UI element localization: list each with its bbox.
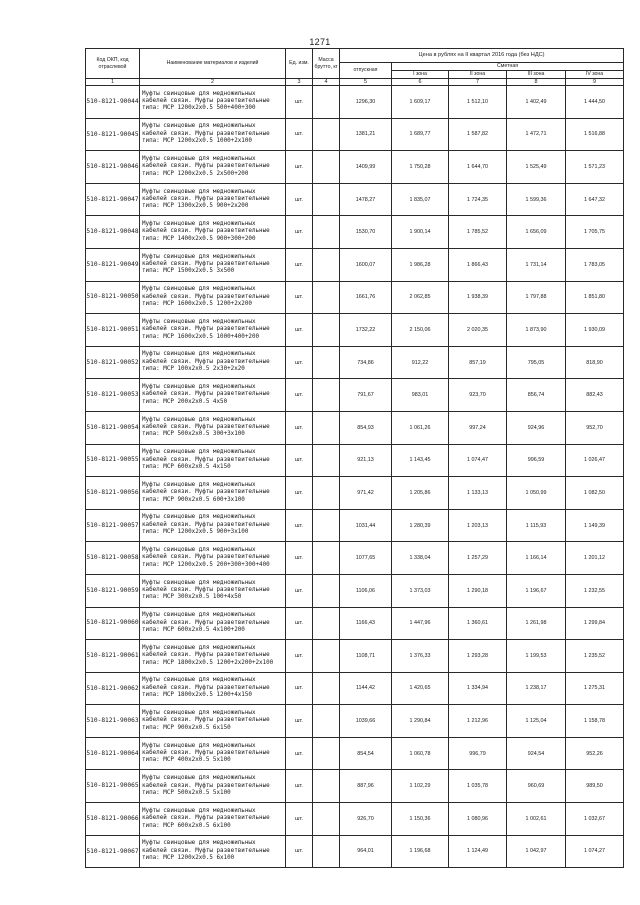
unit-cell: шт. (286, 314, 313, 347)
zone-4-price: 1 158,78 (566, 705, 624, 738)
product-name: Муфты свинцовые для медножильных кабелей связи. Муфты разветвительные типа: МСР 1500х2х0.5 3х500 (140, 248, 286, 281)
unit-cell: шт. (286, 411, 313, 444)
product-name: Муфты свинцовые для медножильных кабелей связи. Муфты разветвительные типа: МСР 400х2х0.5 5х100 (140, 737, 286, 770)
zone-4-price: 1 571,23 (566, 151, 624, 184)
table-row (86, 705, 624, 738)
zone-2-price: 1 212,96 (449, 705, 507, 738)
zone-2-price: 1 133,13 (449, 477, 507, 510)
column-number: 3 (286, 79, 313, 86)
zone-3-price: 1 525,49 (507, 151, 566, 184)
zone-2-price: 997,24 (449, 411, 507, 444)
zone-3-price: 924,54 (507, 737, 566, 770)
header-estimate: Сметная (392, 63, 624, 71)
release-price: 1077,65 (340, 542, 392, 575)
zone-1-price: 1 061,26 (392, 411, 449, 444)
zone-3-price: 1 873,90 (507, 314, 566, 347)
zone-1-price: 1 609,17 (392, 86, 449, 119)
mass-cell (313, 477, 340, 510)
zone-4-price: 1 275,31 (566, 672, 624, 705)
zone-4-price: 1 930,09 (566, 314, 624, 347)
mass-cell (313, 216, 340, 249)
mass-cell (313, 803, 340, 836)
zone-4-price: 1 082,50 (566, 477, 624, 510)
zone-2-price: 1 866,43 (449, 248, 507, 281)
product-code: 510-8121-90057 (86, 509, 140, 542)
zone-1-price: 1 689,77 (392, 118, 449, 151)
release-price: 1296,30 (340, 86, 392, 119)
table-row (86, 770, 624, 803)
zone-4-price: 818,90 (566, 346, 624, 379)
mass-cell (313, 379, 340, 412)
zone-3-price: 1 199,53 (507, 640, 566, 673)
zone-4-price: 989,50 (566, 770, 624, 803)
release-price: 1106,06 (340, 574, 392, 607)
release-price: 1600,07 (340, 248, 392, 281)
zone-1-price: 1 835,07 (392, 183, 449, 216)
product-name: Муфты свинцовые для медножильных кабелей связи. Муфты разветвительные типа: МСР 900х2х0.5 6х150 (140, 705, 286, 738)
zone-2-price: 1 512,10 (449, 86, 507, 119)
table-row (86, 248, 624, 281)
product-code: 510-8121-90049 (86, 248, 140, 281)
release-price: 964,01 (340, 835, 392, 868)
product-code: 510-8121-90046 (86, 151, 140, 184)
mass-cell (313, 672, 340, 705)
mass-cell (313, 314, 340, 347)
zone-1-price: 1 290,84 (392, 705, 449, 738)
release-price: 791,67 (340, 379, 392, 412)
product-name: Муфты свинцовые для медножильных кабелей связи. Муфты разветвительные типа: МСР 1200х2х0.5 2х500+200 (140, 151, 286, 184)
zone-3-price: 1 002,61 (507, 803, 566, 836)
mass-cell (313, 835, 340, 868)
unit-cell: шт. (286, 281, 313, 314)
zone-1-price: 983,01 (392, 379, 449, 412)
zone-4-price: 952,70 (566, 411, 624, 444)
zone-2-price: 1 293,28 (449, 640, 507, 673)
table-row (86, 803, 624, 836)
zone-3-price: 1 797,88 (507, 281, 566, 314)
table-row (86, 379, 624, 412)
zone-1-price: 1 420,65 (392, 672, 449, 705)
zone-2-price: 2 020,35 (449, 314, 507, 347)
zone-1-price: 2 062,85 (392, 281, 449, 314)
release-price: 1031,44 (340, 509, 392, 542)
zone-3-price: 924,96 (507, 411, 566, 444)
zone-2-price: 1 074,47 (449, 444, 507, 477)
mass-cell (313, 574, 340, 607)
zone-1-price: 1 143,45 (392, 444, 449, 477)
zone-4-price: 1 074,27 (566, 835, 624, 868)
product-code: 510-8121-90047 (86, 183, 140, 216)
zone-1-price: 1 102,29 (392, 770, 449, 803)
zone-1-price: 1 376,33 (392, 640, 449, 673)
unit-cell: шт. (286, 509, 313, 542)
table-row (86, 835, 624, 868)
unit-cell: шт. (286, 607, 313, 640)
table-row (86, 314, 624, 347)
release-price: 1144,42 (340, 672, 392, 705)
unit-cell: шт. (286, 118, 313, 151)
zone-3-price: 1 261,98 (507, 607, 566, 640)
zone-3-price: 1 042,97 (507, 835, 566, 868)
product-name: Муфты свинцовые для медножильных кабелей связи. Муфты разветвительные типа: МСР 1400х2х0.5 900+300+200 (140, 216, 286, 249)
product-code: 510-8121-90053 (86, 379, 140, 412)
table-row (86, 477, 624, 510)
zone-3-price: 1 196,67 (507, 574, 566, 607)
table-row (86, 86, 624, 119)
mass-cell (313, 86, 340, 119)
zone-3-price: 1 238,17 (507, 672, 566, 705)
zone-4-price: 1 783,05 (566, 248, 624, 281)
column-number: 1 (86, 79, 140, 86)
zone-2-price: 996,79 (449, 737, 507, 770)
product-code: 510-8121-90061 (86, 640, 140, 673)
product-name: Муфты свинцовые для медножильных кабелей связи. Муфты разветвительные типа: МСР 1200х2х0.5 1000+2х100 (140, 118, 286, 151)
zone-4-price: 882,43 (566, 379, 624, 412)
release-price: 1039,66 (340, 705, 392, 738)
zone-3-price: 795,05 (507, 346, 566, 379)
column-number: 7 (449, 79, 507, 86)
mass-cell (313, 509, 340, 542)
zone-3-price: 1 115,93 (507, 509, 566, 542)
unit-cell: шт. (286, 183, 313, 216)
mass-cell (313, 281, 340, 314)
table-row (86, 737, 624, 770)
product-name: Муфты свинцовые для медножильных кабелей связи. Муфты разветвительные типа: МСР 600х2х0.5 6х100 (140, 803, 286, 836)
release-price: 1478,27 (340, 183, 392, 216)
release-price: 1661,76 (340, 281, 392, 314)
product-code: 510-8121-90065 (86, 770, 140, 803)
product-code: 510-8121-90056 (86, 477, 140, 510)
zone-3-price: 1 472,71 (507, 118, 566, 151)
zone-3-price: 1 050,99 (507, 477, 566, 510)
release-price: 1166,43 (340, 607, 392, 640)
product-code: 510-8121-90052 (86, 346, 140, 379)
zone-4-price: 1 149,39 (566, 509, 624, 542)
zone-2-price: 1 203,13 (449, 509, 507, 542)
zone-3-price: 1 125,04 (507, 705, 566, 738)
table-row (86, 183, 624, 216)
zone-1-price: 1 196,68 (392, 835, 449, 868)
column-number: 6 (392, 79, 449, 86)
product-name: Муфты свинцовые для медножильных кабелей связи. Муфты разветвительные типа: МСР 500х2х0.5 5х100 (140, 770, 286, 803)
product-code: 510-8121-90066 (86, 803, 140, 836)
zone-1-price: 1 750,28 (392, 151, 449, 184)
product-name: Муфты свинцовые для медножильных кабелей связи. Муфты разветвительные типа: МСР 1200х2х0.5 500+400+300 (140, 86, 286, 119)
table-row (86, 640, 624, 673)
zone-1-price: 1 900,14 (392, 216, 449, 249)
product-code: 510-8121-90067 (86, 835, 140, 868)
product-name: Муфты свинцовые для медножильных кабелей связи. Муфты разветвительные типа: МСР 600х2х0.5 4х150 (140, 444, 286, 477)
zone-3-price: 1 402,49 (507, 86, 566, 119)
product-code: 510-8121-90064 (86, 737, 140, 770)
unit-cell: шт. (286, 379, 313, 412)
zone-4-price: 1 851,80 (566, 281, 624, 314)
unit-cell: шт. (286, 737, 313, 770)
product-name: Муфты свинцовые для медножильных кабелей связи. Муфты разветвительные типа: МСР 1200х2х0.5 900+3х100 (140, 509, 286, 542)
release-price: 854,93 (340, 411, 392, 444)
price-table (85, 48, 624, 868)
table-row (86, 118, 624, 151)
product-code: 510-8121-90062 (86, 672, 140, 705)
mass-cell (313, 248, 340, 281)
zone-1-price: 1 205,86 (392, 477, 449, 510)
page-number: 1271 (309, 37, 331, 47)
header-release: отпускная (340, 63, 392, 79)
unit-cell: шт. (286, 803, 313, 836)
zone-2-price: 1 785,52 (449, 216, 507, 249)
product-name: Муфты свинцовые для медножильных кабелей связи. Муфты разветвительные типа: МСР 900х2х0.5 600+3х100 (140, 477, 286, 510)
zone-3-price: 856,74 (507, 379, 566, 412)
unit-cell: шт. (286, 542, 313, 575)
table-row (86, 542, 624, 575)
column-numbers-row (86, 79, 624, 86)
zone-4-price: 1 032,67 (566, 803, 624, 836)
zone-1-price: 1 280,39 (392, 509, 449, 542)
zone-2-price: 1 644,70 (449, 151, 507, 184)
product-name: Муфты свинцовые для медножильных кабелей связи. Муфты разветвительные типа: МСР 1800х2х0.5 1200+2х200+2х100 (140, 640, 286, 673)
product-name: Муфты свинцовые для медножильных кабелей связи. Муфты разветвительные типа: МСР 1600х2х0.5 1000+400+200 (140, 314, 286, 347)
release-price: 926,70 (340, 803, 392, 836)
mass-cell (313, 640, 340, 673)
zone-2-price: 1 724,35 (449, 183, 507, 216)
table-row (86, 281, 624, 314)
zone-1-price: 1 150,36 (392, 803, 449, 836)
mass-cell (313, 705, 340, 738)
product-code: 510-8121-90045 (86, 118, 140, 151)
unit-cell: шт. (286, 444, 313, 477)
release-price: 1381,21 (340, 118, 392, 151)
zone-1-price: 1 447,96 (392, 607, 449, 640)
table-row (86, 346, 624, 379)
column-number: 9 (566, 79, 624, 86)
header-zone-1: I зона (392, 71, 449, 79)
unit-cell: шт. (286, 705, 313, 738)
product-name: Муфты свинцовые для медножильных кабелей связи. Муфты разветвительные типа: МСР 100х2х0.5 2х30+2х20 (140, 346, 286, 379)
zone-4-price: 952,26 (566, 737, 624, 770)
product-name: Муфты свинцовые для медножильных кабелей связи. Муфты разветвительные типа: МСР 1300х2х0.5 900+2х200 (140, 183, 286, 216)
mass-cell (313, 411, 340, 444)
zone-3-price: 1 656,09 (507, 216, 566, 249)
column-number: 8 (507, 79, 566, 86)
unit-cell: шт. (286, 672, 313, 705)
product-code: 510-8121-90060 (86, 607, 140, 640)
zone-2-price: 1 035,78 (449, 770, 507, 803)
unit-cell: шт. (286, 86, 313, 119)
zone-2-price: 1 290,18 (449, 574, 507, 607)
zone-2-price: 923,70 (449, 379, 507, 412)
table-row (86, 672, 624, 705)
product-name: Муфты свинцовые для медножильных кабелей связи. Муфты разветвительные типа: МСР 1800х2х0.5 1200+4х150 (140, 672, 286, 705)
product-name: Муфты свинцовые для медножильных кабелей связи. Муфты разветвительные типа: МСР 1600х2х0.5 1200+2х200 (140, 281, 286, 314)
zone-2-price: 1 257,29 (449, 542, 507, 575)
unit-cell: шт. (286, 248, 313, 281)
zone-1-price: 1 373,03 (392, 574, 449, 607)
table-row (86, 444, 624, 477)
release-price: 1108,71 (340, 640, 392, 673)
unit-cell: шт. (286, 346, 313, 379)
zone-2-price: 1 587,82 (449, 118, 507, 151)
mass-cell (313, 346, 340, 379)
unit-cell: шт. (286, 151, 313, 184)
zone-2-price: 1 080,96 (449, 803, 507, 836)
header-mass: Масса брутто, кг (313, 49, 340, 79)
product-name: Муфты свинцовые для медножильных кабелей связи. Муфты разветвительные типа: МСР 1200х2х0.5 6х100 (140, 835, 286, 868)
zone-2-price: 857,19 (449, 346, 507, 379)
zone-4-price: 1 444,50 (566, 86, 624, 119)
mass-cell (313, 607, 340, 640)
release-price: 854,54 (340, 737, 392, 770)
table-row (86, 607, 624, 640)
mass-cell (313, 737, 340, 770)
zone-3-price: 1 166,14 (507, 542, 566, 575)
table-row (86, 411, 624, 444)
zone-2-price: 1 334,94 (449, 672, 507, 705)
zone-4-price: 1 026,47 (566, 444, 624, 477)
header-price-title: Цена в рублях на II квартал 2016 года (без НДС) (340, 49, 624, 63)
release-price: 1409,99 (340, 151, 392, 184)
mass-cell (313, 542, 340, 575)
zone-2-price: 1 124,49 (449, 835, 507, 868)
unit-cell: шт. (286, 574, 313, 607)
zone-2-price: 1 938,39 (449, 281, 507, 314)
mass-cell (313, 151, 340, 184)
product-code: 510-8121-90044 (86, 86, 140, 119)
column-number: 2 (140, 79, 286, 86)
zone-3-price: 996,59 (507, 444, 566, 477)
release-price: 1732,22 (340, 314, 392, 347)
zone-3-price: 1 599,36 (507, 183, 566, 216)
mass-cell (313, 118, 340, 151)
product-code: 510-8121-90050 (86, 281, 140, 314)
release-price: 887,96 (340, 770, 392, 803)
zone-2-price: 1 360,61 (449, 607, 507, 640)
zone-1-price: 912,22 (392, 346, 449, 379)
mass-cell (313, 444, 340, 477)
unit-cell: шт. (286, 770, 313, 803)
table-row (86, 216, 624, 249)
release-price: 734,86 (340, 346, 392, 379)
table-row (86, 574, 624, 607)
column-number: 4 (313, 79, 340, 86)
zone-3-price: 960,69 (507, 770, 566, 803)
unit-cell: шт. (286, 216, 313, 249)
header-name: Наименование материалов и изделий (140, 49, 286, 79)
table-row (86, 509, 624, 542)
product-name: Муфты свинцовые для медножильных кабелей связи. Муфты разветвительные типа: МСР 1200х2х0.5 200+300+300+400 (140, 542, 286, 575)
zone-4-price: 1 235,52 (566, 640, 624, 673)
product-name: Муфты свинцовые для медножильных кабелей связи. Муфты разветвительные типа: МСР 600х2х0.5 4х100+200 (140, 607, 286, 640)
zone-4-price: 1 201,12 (566, 542, 624, 575)
zone-4-price: 1 647,32 (566, 183, 624, 216)
zone-1-price: 2 150,06 (392, 314, 449, 347)
unit-cell: шт. (286, 835, 313, 868)
zone-1-price: 1 338,04 (392, 542, 449, 575)
product-name: Муфты свинцовые для медножильных кабелей связи. Муфты разветвительные типа: МСР 200х2х0.5 4х50 (140, 379, 286, 412)
zone-4-price: 1 299,84 (566, 607, 624, 640)
header-zone-4: IV зона (566, 71, 624, 79)
mass-cell (313, 183, 340, 216)
release-price: 971,42 (340, 477, 392, 510)
product-code: 510-8121-90054 (86, 411, 140, 444)
zone-3-price: 1 731,14 (507, 248, 566, 281)
zone-1-price: 1 986,28 (392, 248, 449, 281)
product-code: 510-8121-90063 (86, 705, 140, 738)
unit-cell: шт. (286, 477, 313, 510)
header-zone-2: II зона (449, 71, 507, 79)
zone-4-price: 1 232,55 (566, 574, 624, 607)
product-code: 510-8121-90048 (86, 216, 140, 249)
mass-cell (313, 770, 340, 803)
table-row (86, 151, 624, 184)
product-code: 510-8121-90058 (86, 542, 140, 575)
product-code: 510-8121-90059 (86, 574, 140, 607)
column-number: 5 (340, 79, 392, 86)
product-name: Муфты свинцовые для медножильных кабелей связи. Муфты разветвительные типа: МСР 300х2х0.5 100+4х50 (140, 574, 286, 607)
header-code: Код ОКП, код отраслевой (86, 49, 140, 79)
release-price: 1530,70 (340, 216, 392, 249)
unit-cell: шт. (286, 640, 313, 673)
zone-1-price: 1 060,78 (392, 737, 449, 770)
header-unit: Ед. изм. (286, 49, 313, 79)
product-code: 510-8121-90051 (86, 314, 140, 347)
zone-4-price: 1 705,75 (566, 216, 624, 249)
header-zone-3: III зона (507, 71, 566, 79)
product-name: Муфты свинцовые для медножильных кабелей связи. Муфты разветвительные типа: МСР 500х2х0.5 300+3х100 (140, 411, 286, 444)
product-code: 510-8121-90055 (86, 444, 140, 477)
zone-4-price: 1 516,88 (566, 118, 624, 151)
release-price: 921,13 (340, 444, 392, 477)
